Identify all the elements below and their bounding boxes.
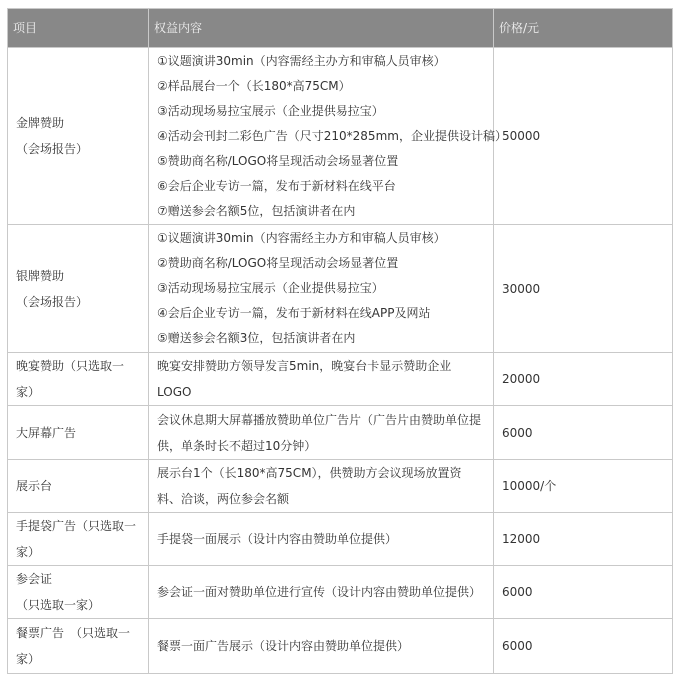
table-row-meal-ticket <box>8 619 673 674</box>
header-row <box>8 9 673 48</box>
benefit-line: ①议题演讲30min（内容需经主办方和审稿人员审核） <box>157 231 446 245</box>
price-cell: 20000 <box>494 353 673 406</box>
item-cell <box>8 566 149 619</box>
table-row-silver <box>8 225 673 353</box>
benefit-line: ⑤赞助商名称/LOGO将呈现活动会场显著位置 <box>157 153 399 168</box>
price-cell: 6000 <box>494 619 673 674</box>
header-item: 项目 <box>8 9 149 48</box>
item-cell <box>8 225 149 353</box>
item-label: 参会证 （只选取一家） <box>16 572 101 612</box>
item-cell <box>8 48 149 225</box>
item-cell: 餐票广告 （只选取一家） <box>8 619 149 674</box>
benefit-line: ⑦赠送参会名额5位，包括演讲者在内 <box>157 203 356 218</box>
item-label: 金牌赞助 （会场报告） <box>16 116 89 156</box>
benefit-line: ③活动现场易拉宝展示（企业提供易拉宝） <box>157 281 384 295</box>
benefit-line: ②样品展台一个（长180*高75CM） <box>157 78 351 93</box>
table-row-badge <box>8 566 673 619</box>
item-cell: 大屏幕广告 <box>8 406 149 460</box>
table-row-handbag-ad <box>8 513 673 566</box>
benefit-line: ②赞助商名称/LOGO将呈现活动会场显著位置 <box>157 256 399 270</box>
content-cell: 餐票一面广告展示（设计内容由赞助单位提供） <box>149 619 494 674</box>
price-cell: 6000 <box>494 566 673 619</box>
item-cell: 晚宴赞助（只选取一家） <box>8 353 149 406</box>
price-cell: 10000/个 <box>494 460 673 513</box>
sponsorship-table <box>7 8 673 674</box>
benefit-line: ④活动会刊封二彩色广告（尺寸210*285mm，企业提供设计稿） <box>157 128 507 143</box>
item-label: 银牌赞助 （会场报告） <box>16 268 89 309</box>
header-price: 价格/元 <box>494 9 673 48</box>
price-cell: 50000 <box>494 48 673 225</box>
header-content: 权益内容 <box>149 9 494 48</box>
price-cell: 12000 <box>494 513 673 566</box>
content-cell: 参会证一面对赞助单位进行宣传（设计内容由赞助单位提供） <box>149 566 494 619</box>
benefit-line: ④会后企业专访一篇，发布于新材料在线APP及网站 <box>157 306 431 320</box>
content-cell: 手提袋一面展示（设计内容由赞助单位提供） <box>149 513 494 566</box>
table-row-screen-ad <box>8 406 673 460</box>
table-row-booth <box>8 460 673 513</box>
benefit-line: ③活动现场易拉宝展示（企业提供易拉宝） <box>157 103 384 118</box>
benefit-line: ⑤赠送参会名额3位，包括演讲者在内 <box>157 331 356 345</box>
content-cell: 展示台1个（长180*高75CM），供赞助方会议现场放置资料、洽谈，两位参会名额 <box>149 460 494 513</box>
content-cell <box>149 48 507 225</box>
content-cell: 晚宴安排赞助方领导发言5min，晚宴台卡显示赞助企业LOGO <box>149 353 494 406</box>
benefit-line: ⑥会后企业专访一篇，发布于新材料在线平台 <box>157 178 396 193</box>
table-row-dinner <box>8 353 673 406</box>
item-cell: 手提袋广告（只选取一家） <box>8 513 149 566</box>
price-cell: 6000 <box>494 406 673 460</box>
content-cell <box>149 225 494 353</box>
price-cell: 30000 <box>494 225 673 353</box>
table-row-gold <box>8 48 673 225</box>
benefit-line: ①议题演讲30min（内容需经主办方和审稿人员审核） <box>157 53 446 68</box>
item-cell: 展示台 <box>8 460 149 513</box>
content-cell: 会议休息期大屏幕播放赞助单位广告片（广告片由赞助单位提供，单条时长不超过10分钟） <box>149 406 494 460</box>
